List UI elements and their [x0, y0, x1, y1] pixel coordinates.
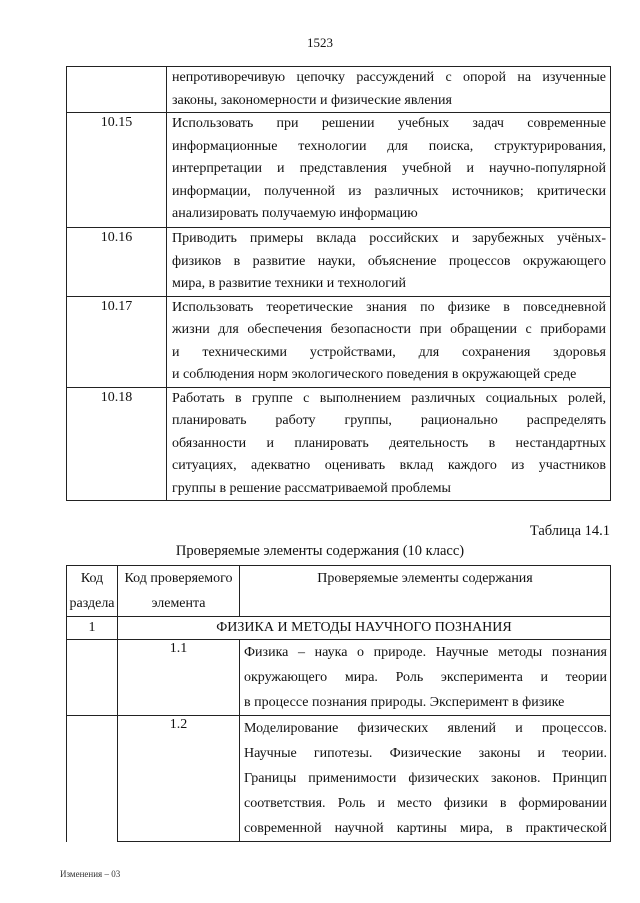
text-line: Моделирование физических явлений и процессов.: [244, 721, 607, 736]
outcome-code: [67, 67, 167, 113]
section-row: [67, 617, 611, 640]
element-code: 1.2: [118, 716, 240, 842]
outcome-text: [167, 113, 611, 228]
text-line: анализировать получаемую информацию: [172, 206, 418, 221]
text-line: законы, закономерности и физические явления: [172, 92, 452, 108]
outcomes-table: [66, 66, 611, 501]
header-text: Код проверяемого: [124, 571, 233, 586]
page-number: 1523: [307, 35, 333, 50]
header-section-code: [67, 566, 118, 617]
footer-revision: Изменения – 03: [60, 869, 121, 879]
table-number: Таблица 14.1: [529, 523, 610, 539]
outcome-text: [167, 228, 611, 297]
text-line: Работать в группе с выполнением различных социальных ролей,: [172, 390, 606, 406]
text-line: Границы применимости физических законов. Принцип: [244, 771, 607, 786]
outcome-code: 10.17: [67, 296, 167, 387]
table-row: [67, 228, 611, 297]
section-title: ФИЗИКА И МЕТОДЫ НАУЧНОГО ПОЗНАНИЯ: [118, 617, 611, 640]
text-line: Научные гипотезы. Физические законы и теории.: [244, 746, 607, 761]
text-line: планировать работу группы, рационально распределять: [172, 413, 606, 428]
element-text: [240, 640, 611, 716]
header-text: Код: [80, 571, 104, 586]
header-content: Проверяемые элементы содержания: [240, 566, 611, 617]
text-line: мира, в развитие техники и технологий: [172, 276, 406, 291]
text-line: соответствия. Роль и место физики в формировании: [244, 796, 607, 811]
text-line: в процессе познания природы. Эксперимент в физике: [244, 695, 565, 710]
text-line: Приводить примеры вклада российских и зарубежных учёных-: [172, 231, 606, 246]
text-line: Использовать теоретические знания по физике в повседневной: [172, 299, 606, 315]
text-line: обязанности и планировать деятельность в нестандартных: [172, 435, 606, 451]
table-row: [67, 67, 611, 113]
header-text: раздела: [69, 596, 115, 611]
outcome-code: 10.18: [67, 387, 167, 501]
outcome-code: 10.15: [67, 113, 167, 228]
text-line: группы в решение рассматриваемой проблемы: [172, 480, 451, 496]
header-element-code: [118, 566, 240, 617]
table-row: [67, 113, 611, 228]
text-line: ситуациях, адекватно оценивать вклад каждого из участников: [172, 458, 606, 473]
content-elements-table: [66, 565, 611, 842]
element-text: [240, 716, 611, 842]
empty-cell: [67, 716, 118, 842]
text-line: непротиворечивую цепочку рассуждений с опорой на изученные: [172, 70, 606, 85]
table-header-row: [67, 566, 611, 617]
text-line: Использовать при решении учебных задач современные: [172, 116, 606, 131]
empty-cell: [67, 640, 118, 716]
table-row: [67, 716, 611, 842]
table-caption-title: Проверяемые элементы содержания (10 класс): [175, 543, 465, 559]
section-code: 1: [67, 617, 118, 640]
table-row: [67, 640, 611, 716]
text-line: и техническими устройствами, для сохранения здоровья: [172, 344, 606, 360]
text-line: и соблюдения норм экологического поведения в окружающей среде: [172, 367, 577, 382]
text-line: интерпретации и представления учебной и научно-популярной: [172, 161, 606, 176]
text-line: информации, полученной из различных источников; критически: [172, 183, 606, 199]
text-line: Физика – наука о природе. Научные методы познания: [244, 645, 607, 660]
outcome-text: [167, 296, 611, 387]
text-line: жизни для обеспечения безопасности при обращении с приборами: [172, 322, 606, 337]
text-line: физиков в развитие науки, объяснение процессов окружающего: [172, 253, 606, 269]
text-line: окружающего мира. Роль эксперимента и теории: [244, 670, 607, 685]
text-line: информационные технологии для поиска, структурирования,: [172, 138, 606, 154]
text-line: современной научной картины мира, в практической: [244, 821, 607, 836]
outcome-text: [167, 387, 611, 501]
header-text: элемента: [151, 596, 206, 611]
element-code: 1.1: [118, 640, 240, 716]
outcome-code: 10.16: [67, 228, 167, 297]
table-row: [67, 296, 611, 387]
outcome-text: [167, 67, 611, 113]
table-row: [67, 387, 611, 501]
